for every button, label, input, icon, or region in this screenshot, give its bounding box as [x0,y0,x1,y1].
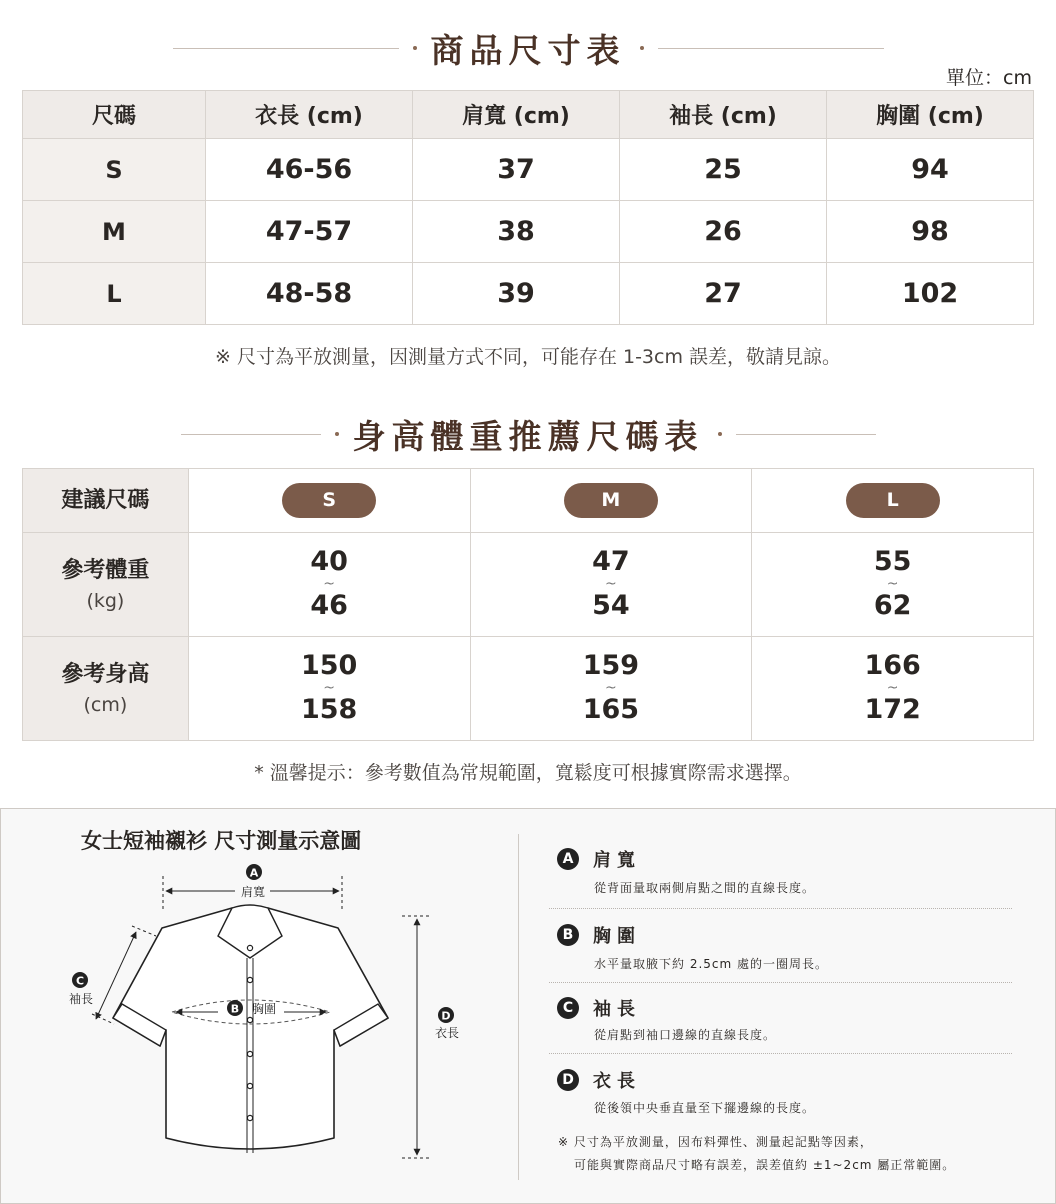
item-divider [549,982,1012,983]
shoulder-cell: 38 [413,201,620,263]
title-dot [335,432,339,436]
recommend-size-row [23,469,1034,533]
item-desc-c: 從肩點到袖口邊線的直線長度。 [594,1028,777,1042]
size-cell: S [23,139,206,201]
size-pill-l: L [846,483,940,518]
weight-row-label [23,533,189,637]
chest-cell: 94 [827,139,1034,201]
recommend-height-row [23,637,1034,741]
height-unit: (cm) [83,693,128,716]
item-divider [549,1053,1012,1054]
measure-title: 女士短袖襯衫 尺寸測量示意圖 [81,829,362,853]
shirt-diagram [0,808,520,1202]
tilde: ~ [605,679,617,696]
recommend-title-row [0,413,1056,455]
size-chart-title: 商品尺寸表 [430,30,626,70]
chest-cell: 98 [827,201,1034,263]
item-desc-b: 水平量取腋下約 2.5cm 處的一圈周長。 [594,957,829,971]
shoulder-cell: 37 [413,139,620,201]
size-pill-m: M [564,483,658,518]
table-header-row [23,91,1034,139]
item-title-b: 胸圍 [593,926,641,947]
weight-max: 46 [310,590,348,622]
weight-min: 47 [592,546,630,578]
diagram-b-label: 胸圍 [251,1002,277,1016]
measure-item-c [557,995,641,1021]
weight-cell [752,533,1034,637]
letter-badge-c: C [557,997,579,1019]
item-title-d: 衣長 [593,1071,641,1092]
shoulder-cell: 39 [413,263,620,325]
tilde: ~ [886,679,899,696]
sleeve-cell: 27 [620,263,827,325]
title-divider-right [658,48,884,49]
height-cell [752,637,1034,741]
title-divider-left [181,434,321,435]
diagram-a-label: 肩寬 [240,885,266,899]
height-min: 150 [300,650,358,682]
item-desc-a: 從背面量取兩側肩點之間的直線長度。 [594,881,816,895]
recommend-title: 身高體重推薦尺碼表 [352,416,704,456]
size-row-label-text: 建議尺碼 [61,488,150,513]
header-sleeve: 袖長 (cm) [620,91,827,139]
weight-max: 54 [592,590,630,622]
table-row [23,263,1034,325]
weight-min: 55 [873,546,912,578]
length-cell: 48-58 [206,263,413,325]
weight-max: 62 [873,590,912,622]
letter-badge-d: D [557,1069,579,1091]
height-row-label [23,637,189,741]
recommend-note: * 溫馨提示：參考數值為常規範圍，寬鬆度可根據實際需求選擇。 [254,762,802,784]
letter-badge-b: B [557,924,579,946]
recommend-table [22,468,1034,741]
height-label: 參考身高 [61,661,150,687]
title-divider-left [173,48,399,49]
diagram-d-letter: D [441,1009,451,1023]
size-cell: M [23,201,206,263]
table-row [23,201,1034,263]
weight-cell [188,533,470,637]
header-size: 尺碼 [23,91,206,139]
diagram-b-letter: B [230,1002,240,1016]
weight-min: 40 [310,546,348,578]
diagram-a-letter: A [249,866,259,880]
header-length: 衣長 (cm) [206,91,413,139]
height-cell [470,637,752,741]
panel-divider [518,834,519,1180]
diagram-d-label: 衣長 [434,1026,460,1040]
item-title-c: 袖長 [593,999,641,1020]
size-cell [188,469,470,533]
size-chart-table [22,90,1034,325]
measure-footnote-2: 可能與實際商品尺寸略有誤差，誤差值約 ±1~2cm 屬正常範圍。 [574,1158,956,1172]
tilde: ~ [605,575,617,592]
diagram-c-letter: C [75,974,85,988]
weight-label: 參考體重 [61,557,150,583]
height-max: 158 [300,694,358,726]
size-row-label [23,469,189,533]
size-pill-s: S [282,483,376,518]
height-min: 159 [582,650,640,682]
diagram-c-label: 袖長 [68,992,94,1006]
title-divider-right [736,434,876,435]
unit-label: 單位：cm [946,67,1032,89]
height-cell [188,637,470,741]
tilde: ~ [886,575,899,592]
length-cell: 46-56 [206,139,413,201]
size-chart-title-row [0,28,1056,68]
sleeve-cell: 26 [620,201,827,263]
sleeve-cell: 25 [620,139,827,201]
height-max: 172 [864,694,921,726]
measure-item-b [557,922,641,948]
letter-badge-a: A [557,848,579,870]
tilde: ~ [323,575,336,592]
measure-item-a [557,846,641,872]
header-shoulder: 肩寬 (cm) [413,91,620,139]
height-min: 166 [864,650,921,682]
measure-footnote-1: ※ 尺寸為平放測量，因布料彈性、測量起記點等因素， [558,1135,873,1149]
height-max: 165 [582,694,640,726]
title-dot [718,432,722,436]
weight-unit: (kg) [86,589,125,612]
weight-cell [470,533,752,637]
size-cell [470,469,752,533]
size-chart-note: ※ 尺寸為平放測量，因測量方式不同，可能存在 1-3cm 誤差，敬請見諒。 [214,346,842,368]
header-chest: 胸圍 (cm) [827,91,1034,139]
table-row [23,139,1034,201]
recommend-weight-row [23,533,1034,637]
item-divider [549,908,1012,909]
title-dot [413,46,417,50]
item-desc-d: 從後領中央垂直量至下擺邊線的長度。 [594,1101,816,1115]
size-cell [752,469,1034,533]
tilde: ~ [323,679,336,696]
measure-item-d [557,1067,641,1093]
size-cell: L [23,263,206,325]
length-cell: 47-57 [206,201,413,263]
title-dot [640,46,644,50]
chest-cell: 102 [827,263,1034,325]
item-title-a: 肩寬 [593,850,641,871]
